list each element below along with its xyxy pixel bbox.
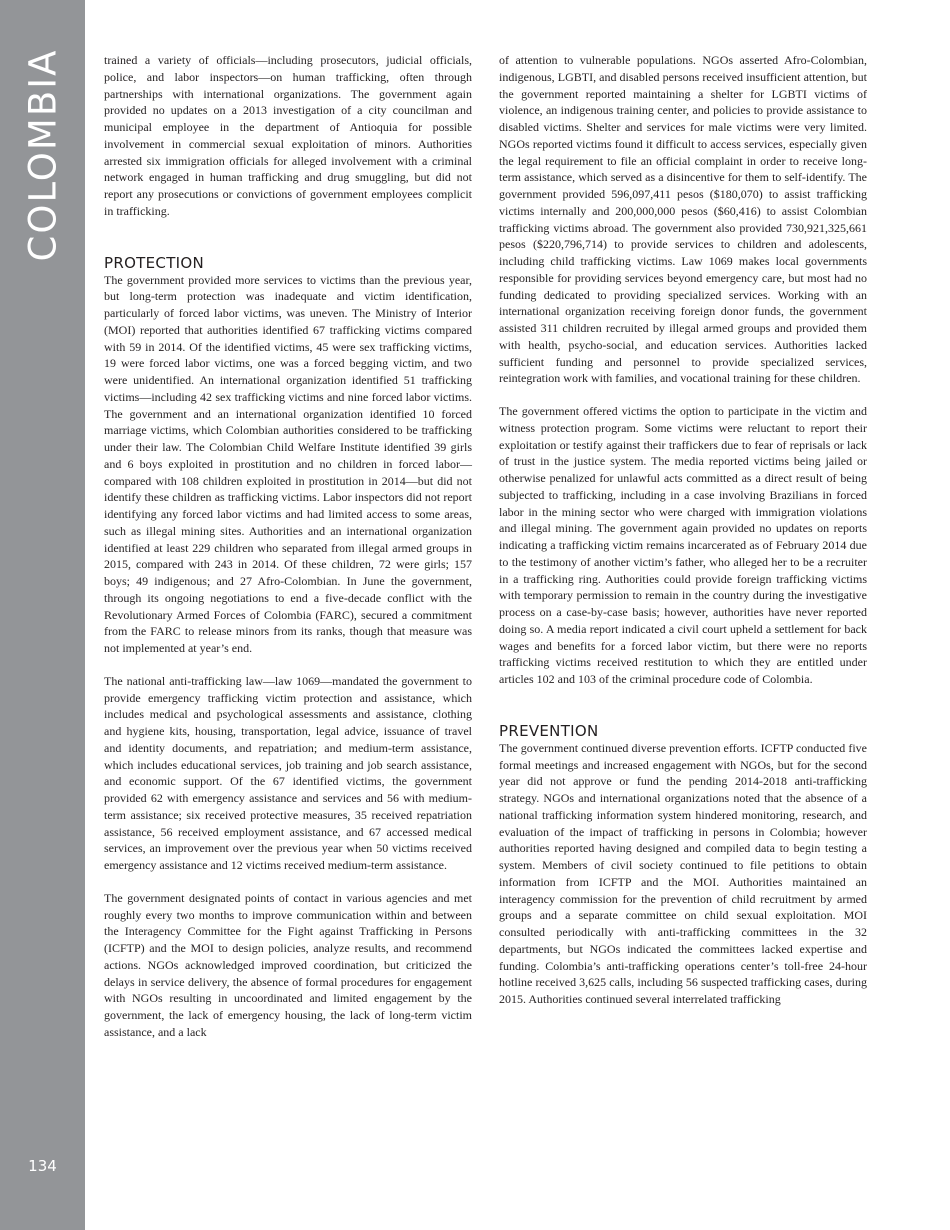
sidebar — [0, 0, 85, 1230]
paragraph-prevention-1: The government continued diverse prevention efforts. ICFTP conducted five formal meetings and increased engagement with NGOs, but for the second year did not approve or fund the pending 2014-2018 anti-trafficking strategy. NGOs and international organizations noted that the absence of a national trafficking information system hindered monitoring, research, and evaluation of the impact of trafficking in persons in Colombia; however authorities reported having designed and compiled data to begin testing a system. Members of civil society continued to file petitions to obtain information from ICFTP and the MOI. Authorities maintained an interagency commission for the prevention of child recruitment by armed groups and a separate committee on child sexual exploitation. MOI consulted periodically with anti-trafficking committees in the 32 departments, but NGOs indicated the committees lacked expertise and funding. Colombia’s anti-trafficking operations center’s toll-free 24-hour hotline received 3,625 calls, including 56 suspected trafficking cases, during 2015. Authorities continued several interrelated trafficking — [499, 740, 867, 1006]
paragraph-protection-5: The government offered victims the option to participate in the victim and witness protection program. Some victims were reluctant to report their exploitation or testify against their traffickers due to fear of reprisals or lack of trust in the justice system. The media reported victims being jailed or otherwise penalized for unlawful acts committed as a direct result of being subjected to trafficking, including in a case involving Brazilians in forced labor in the mining sector who were charged with immigration violations and illegal mining. The government again provided no updates on reports indicating a trafficking victim remains incarcerated as of February 2014 due to the testimony of another victim’s father, who alleged her to be a recruiter in a trafficking ring. Authorities could provide foreign trafficking victims with temporary permission to remain in the country during the investigative process on a case-by-case basis; however, authorities have never reported doing so. A media report indicated a civil court upheld a settlement for back wages and benefits for a forced labor victim, but there were no reports trafficking victims received restitution to which they are entitled under articles 102 and 103 of the criminal procedure code of Colombia. — [499, 404, 867, 686]
paragraph-protection-3: The government designated points of contact in various agencies and met roughly every two months to improve communication within and between the Interagency Committee for the Fight against Trafficking in Persons (ICFTP) and the MOI to design policies, analyze results, and recommend actions. NGOs acknowledged improved coordination, but criticized the delays in service delivery, the absence of formal procedures for engagement with NGOs resulting in uncoordinated and limited engagement by the government, the lack of emergency housing, the lack of long-term victim assistance, and a lack — [104, 890, 472, 1039]
page-number: 134 — [28, 1157, 57, 1175]
heading-prevention: PREVENTION — [499, 721, 599, 740]
paragraph-intro: trained a variety of officials—including prosecutors, judicial officials, police, and labor inspectors—on human trafficking, often through partnerships with international organizations. The government again provided no updates on a 2013 investigation of a city councilman and municipal employee in the department of Antioquia for possible involvement in commercial sexual exploitation of minors. Authorities arrested six immigration officials for alleged involvement with a criminal network engaged in human trafficking and drug smuggling, but did not report any prosecutions or convictions of government employees complicit in trafficking. — [104, 53, 472, 218]
right-column — [499, 52, 867, 1024]
heading-protection: PROTECTION — [104, 253, 205, 272]
paragraph-protection-2: The national anti-trafficking law—law 1069—mandated the government to provide emergency trafficking victim protection and assistance, which includes medical and psychological assessments and assistance, clothing and hygiene kits, housing, transportation, legal advice, issuance of travel and identity documents, and repatriation; and medium-term assistance, which includes educational services, job training and job search assistance, and economic support. Of the 67 identified victims, the government provided 62 with emergency assistance and services and 56 with medium-term assistance; six received protective measures, 35 received repatriation assistance, 56 received employment assistance, and 67 accessed medical services, an improvement over the previous year when 50 victims received emergency assistance and 12 victims received medium-term assistance. — [104, 673, 472, 872]
left-column — [104, 52, 472, 1057]
paragraph-protection-4: of attention to vulnerable populations. NGOs asserted Afro-Colombian, indigenous, LGBTI, and disabled persons received insufficient attention, but the government reported maintaining a shelter for LGBTI victims of violence, an indigenous training center, and policies to provide assistance to disabled victims. Shelter and services for male victims were very limited. NGOs reported victims found it difficult to access services, especially given the legal requirement to file an official complaint in order to receive long-term assistance, which served as a disincentive for them to self-identify. The government provided 596,097,411 pesos ($180,070) to assist trafficking victims internally and 200,000,000 pesos ($60,416) to assist Colombian trafficking victims abroad. The government also provided 730,921,325,661 pesos ($220,796,714) to provide services to children and adolescents, including child trafficking victims. Law 1069 makes local governments responsible for providing services beyond emergency care, but most had no funding dedicated to providing specialized services. Working with an international organization receiving foreign donor funds, the government assisted 311 children recruited by illegal armed groups and provided them with health, psycho-social, and education services. Authorities lacked sufficient funding and personnel to provide specialized services, reintegration work with families, and vocational training for these children. — [499, 53, 867, 386]
paragraph-protection-1: The government provided more services to victims than the previous year, but long-term protection was inadequate and victim identification, particularly of forced labor victims, was uneven. The Ministry of Interior (MOI) reported that authorities identified 67 trafficking victims compared with 59 in 2014. Of the identified victims, 45 were sex trafficking victims, 19 were forced labor victims, one was a forced begging victim, and two were unidentified. An international organization identified 51 trafficking victims—including 42 sex trafficking victims and nine forced labor victims. The government and an international organization identified 10 forced marriage victims, which Colombian authorities considered to be trafficking under their law. The Colombian Child Welfare Institute identified 39 girls and 6 boys exploited in prostitution and no children in forced labor—compared with 108 children exploited in prostitution in 2014—but did not identify these children as trafficking victims. Labor inspectors did not report identifying any forced labor victims and had limited access to some areas, such as illegal mining sites. Authorities and an international organization identified at least 229 children who separated from illegal armed groups in 2015, compared with 243 in 2014. Of these children, 72 were girls; 157 boys; 49 indigenous; and 27 Afro-Colombian. In June the government, through its ongoing negotiations to end a five-decade conflict with the Revolutionary Armed Forces of Colombia (FARC), secured a commitment from the FARC to release minors from its ranks, though that measure was not implemented at year’s end. — [104, 272, 472, 655]
country-label: COLOMBIA — [21, 48, 65, 262]
